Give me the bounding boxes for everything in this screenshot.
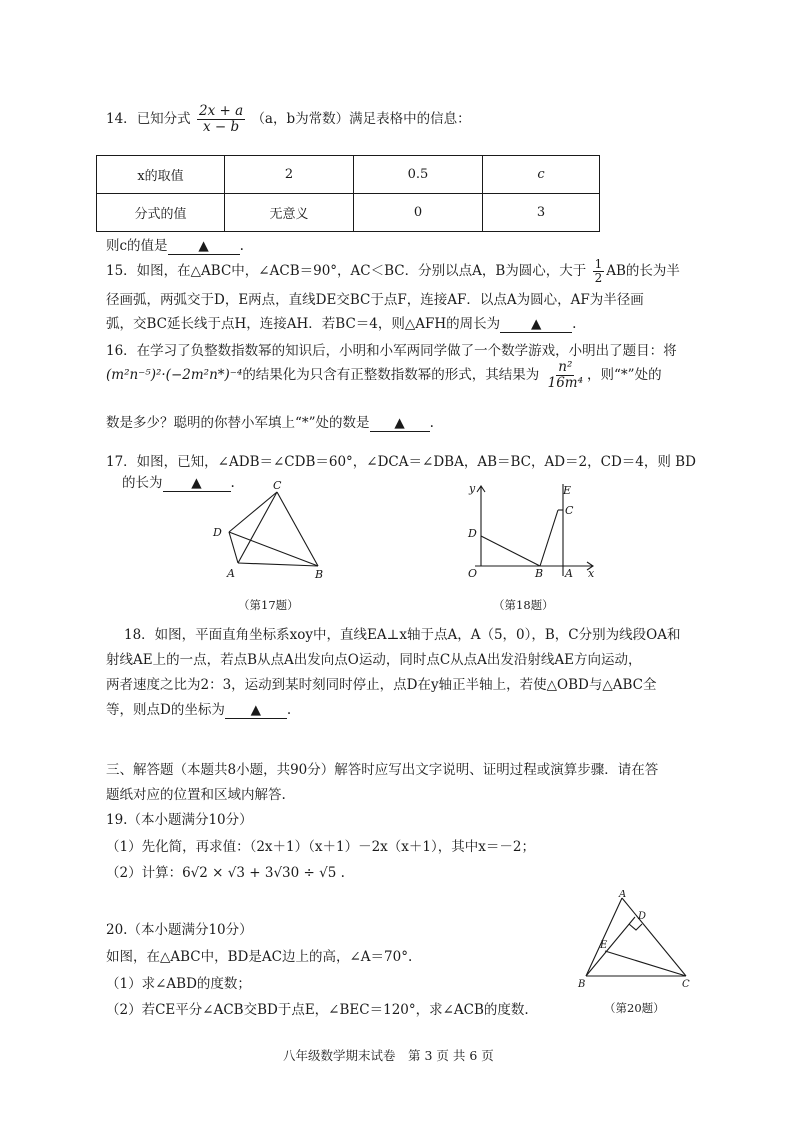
figure-18-caption: （第18题） [493,598,554,612]
answer-blank[interactable] [225,702,287,719]
q15-line3 [106,312,576,333]
q16-result-denominator: 16m⁴ [547,374,584,391]
answer-blank[interactable] [168,238,240,255]
figure-18 [455,478,605,590]
answer-marker: ▲ [198,238,209,254]
q15-half-denominator: 2 [594,271,603,286]
point-label-c: C [682,979,690,990]
q18-line1: 18．如图，平面直角坐标系xoy中，直线EA⊥x轴于点A，A（5，0），B，C分别为线段OA和 [124,627,681,643]
table-row [97,194,600,232]
table-cell: c [483,156,600,194]
segment-ac [622,898,686,976]
q15-line1 [106,258,680,285]
point-label-c: C [565,504,574,517]
q14-number: 14． [106,110,137,127]
q16-mid-text: 的结果化为只含有正整数指数幂的形式，其结果为 [242,366,540,383]
q19-part2: （2）计算：6√2 × √3 + 3√30 ÷ √5 . [106,865,345,881]
q15-text-a: 15．如图，在△ABC中，∠ACB＝90°，AC＜BC．分别以点A，B为圆心，大于 [106,263,587,280]
page-footer: 八年级数学期末试卷 第 3 页 共 6 页 [283,1048,494,1063]
segment-bd [586,917,635,976]
table-cell: 分式的值 [97,194,225,232]
segment-db [481,536,540,566]
point-label-d: D [638,911,647,922]
segment-bc [540,510,558,566]
section3-line1: 三、解答题（本题共8小题，共90分）解答时应写出文字说明、证明过程或演算步骤．请在答 [106,762,659,778]
q20-heading: 20.（本小题满分10分） [106,922,253,938]
q17-text: 的长为 [122,475,163,491]
point-label-b: B [578,979,586,990]
answer-marker: ▲ [530,316,542,332]
point-label-e: E [600,940,608,951]
segment-ac [238,492,277,563]
figure-20-caption: （第20题） [604,1001,665,1015]
q14-fraction [197,104,245,135]
answer-marker: ▲ [250,702,262,718]
q16-line2 [106,360,662,391]
q18-line2: 射线AE上的一点，若点B从点A出发向点O运动，同时点C从点A出发沿射线AE方向运动， [106,652,642,668]
q19-heading: 19.（本小题满分10分） [106,812,253,828]
point-label-e: E [563,484,572,497]
point-label-d: D [468,527,477,540]
figure-20 [572,890,697,990]
point-label-d: D [213,526,222,539]
point-label-a: A [227,567,235,580]
q14-fraction-numerator: 2x + a [198,103,244,119]
q16-line1: 16．在学习了负整数指数幂的知识后，小明和小军两同学做了一个数学游戏，小明出了题目：将 [106,343,677,359]
segment-ab [586,898,622,976]
answer-blank[interactable] [370,415,430,432]
q15-line2: 径画弧，两弧交于D，E两点，直线DE交BC于点F，连接AF．以点A为圆心，AF为半径画 [106,292,644,308]
q15-half-fraction [593,258,605,285]
q16-text-c: 数是多少？聪明的你替小军填上“*”处的数是 [106,415,370,431]
point-label-b: B [315,568,324,581]
q18-text-d: 等，则点D的坐标为 [106,702,225,718]
q15-tail: . [572,316,577,332]
segment-da [229,532,238,563]
point-label-b: B [535,567,544,580]
q17-line1: 17．如图，已知，∠ADB＝∠CDB＝60°，∠DCA＝∠DBA，AB＝BC，AD＝2，CD＝4，则 BD [106,454,696,470]
q16-tail: . [429,415,434,431]
q14-lead: 已知分式 [136,110,191,127]
table-cell: 0 [354,194,483,232]
q14-info-table [96,155,600,232]
table-cell: 0.5 [354,156,483,194]
axis-label-y: y [469,482,476,495]
point-label-a: A [565,567,573,580]
segment-dc [229,492,277,532]
answer-marker: ▲ [394,415,405,431]
answer-marker: ▲ [191,475,202,491]
answer-blank[interactable] [500,316,572,333]
point-label-c: C [273,479,282,492]
q18-line4 [106,698,291,719]
table-cell: 2 [225,156,354,194]
segment-ce [605,951,686,976]
q15-half-numerator: 1 [594,257,603,271]
q20-part2: （2）若CE平分∠ACB交BD于点E，∠BEC＝120°，求∠ACB的度数. [106,1002,529,1018]
point-label-a: A [619,890,627,900]
axis-label-x: x [588,567,595,580]
right-angle-mark [629,924,642,930]
table-cell: x的取值 [97,156,225,194]
q15-text-b: AB的长为半 [606,263,680,280]
segment-db [229,532,318,566]
q18-line3: 两者速度之比为2：3，运动到某时刻同时停止，点D在y轴正半轴上，若使△OBD与△ABC全 [106,677,657,693]
segment-cb [277,492,318,566]
table-cell: 无意义 [225,194,354,232]
section3-line2: 题纸对应的位置和区域内解答. [106,787,286,803]
q18-tail: . [286,702,292,718]
q16-result-numerator: n² [558,359,573,375]
q16-expression: (m²n⁻⁵)²·(−2m²n*)⁻⁴ [106,366,243,383]
q14-stem [106,104,471,135]
q14-condition: （a，b为常数）满足表格中的信息： [251,110,471,127]
q14-question [106,234,244,255]
q14-ask: 则c的值是 [106,238,168,254]
figure-17-caption: （第17题） [238,598,299,612]
q14-fraction-denominator: x − b [202,118,240,135]
figure-17 [205,478,345,588]
table-row [97,156,600,194]
q16-result-fraction [546,360,585,391]
q15-text-c: 弧，交BC延长线于点H，连接AH．若BC＝4，则△AFH的周长为 [106,316,501,332]
segment-ab [238,563,318,566]
q16-end-text: ，则“*”处的 [587,366,662,383]
table-cell: 3 [483,194,600,232]
q16-line3 [106,411,434,432]
q14-tail: . [239,238,244,254]
q17-tail: . [230,475,235,491]
q19-part1: （1）先化简，再求值：（2x＋1）（x＋1）－2x（x＋1），其中x＝－2； [106,839,535,855]
q20-line1: 如图，在△ABC中，BD是AC边上的高，∠A＝70°. [106,949,413,965]
point-label-o: O [468,567,478,580]
q20-part1: （1）求∠ABD的度数； [106,976,251,992]
